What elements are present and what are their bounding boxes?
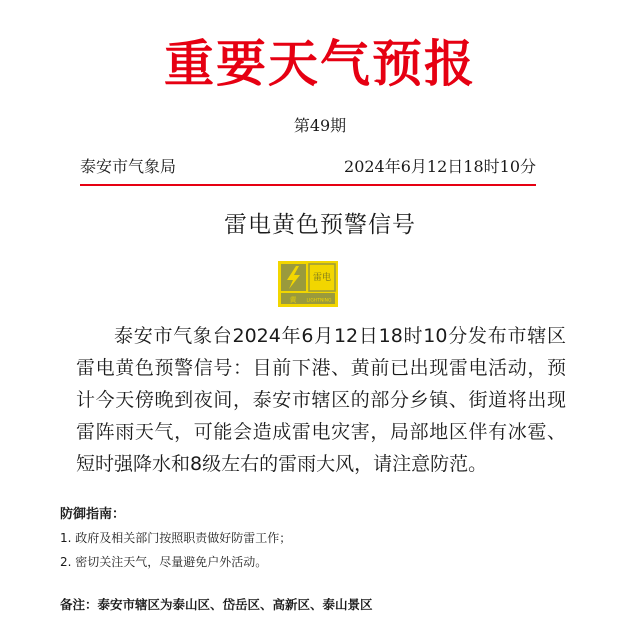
issuer-name: 泰安市气象局 (80, 157, 177, 176)
guide-heading: 防御指南： (60, 507, 126, 522)
lightning-yellow-warning-icon (278, 261, 338, 307)
header-divider (80, 184, 536, 186)
icon-text-bottom: 黄 (289, 296, 297, 304)
defense-guide (60, 504, 600, 574)
guide-item: 2. 密切关注天气，尽量避免户外活动。 (60, 555, 268, 569)
icon-text-en: LIGHTNING (306, 298, 332, 304)
issuer-row (80, 156, 536, 178)
issue-number: 第49期 (293, 116, 347, 135)
warning-body-paragraph: 泰安市气象台2024年6月12日18时10分发布市辖区雷电黄色预警信号：目前下港、黄前已出现雷电活动，预计今天傍晚到夜间，泰安市辖区的部分乡镇、街道将出现雷阵雨天气，可能会造成雷电灾害，局部地区伴有冰雹、短时强降水和8级左右的雷雨大风，请注意防范。 (76, 325, 566, 475)
guide-item: 1. 政府及相关部门按照职责做好防雷工作； (60, 531, 292, 545)
signal-heading: 雷电黄色预警信号 (224, 212, 416, 238)
remark-note: 备注：泰安市辖区为泰山区、岱岳区、高新区、泰山景区 (60, 597, 373, 612)
document-title: 重要天气预报 (164, 34, 476, 93)
issue-datetime: 2024年6月12日18时10分 (344, 157, 536, 176)
icon-text-top: 雷电 (312, 273, 332, 283)
